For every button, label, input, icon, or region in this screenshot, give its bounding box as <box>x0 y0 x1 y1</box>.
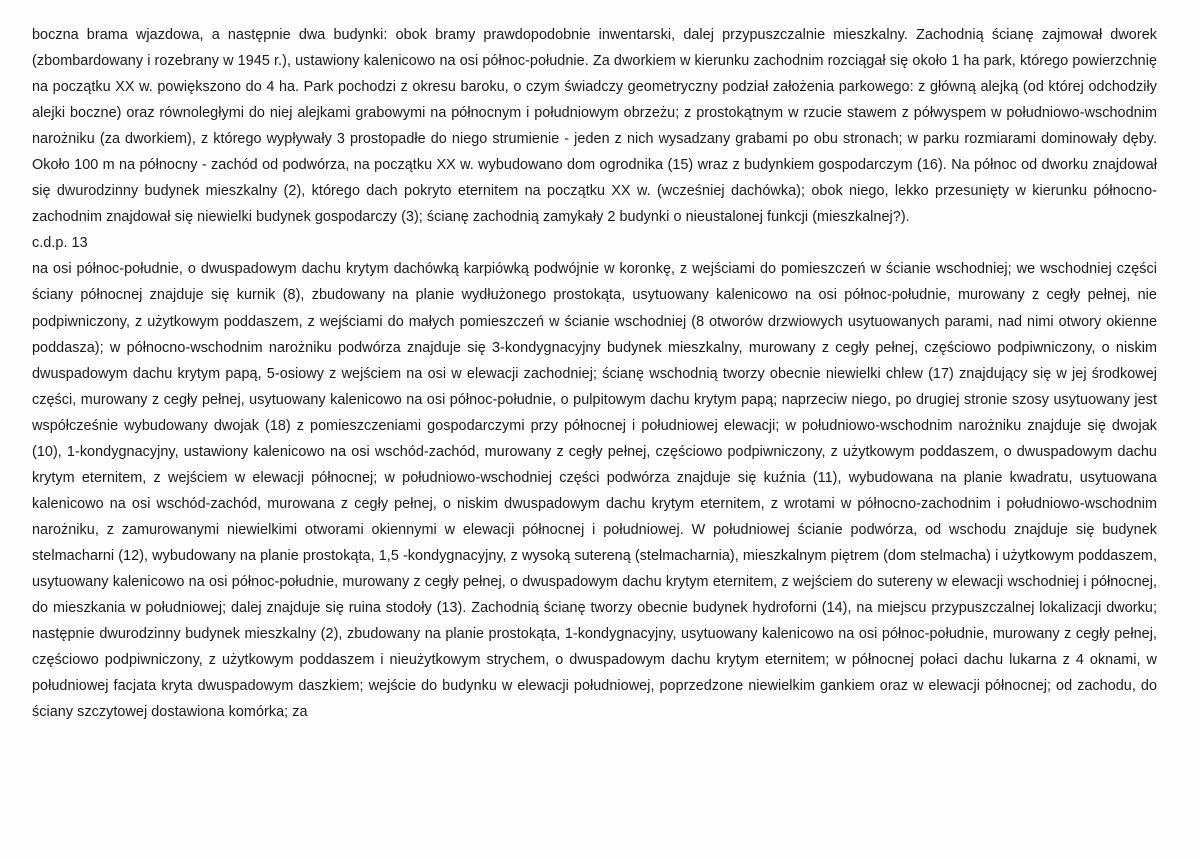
paragraph-2: na osi północ-południe, o dwuspadowym dachu krytym dachówką karpiówką podwójnie w koronkę, z wejściami do pomieszczeń w ścianie wschodniej; we wschodniej części ściany północnej znajduje się kurnik (8), zbudowany na planie wydłużonego prostokąta, usytuowany kalenicowo na osi północ-południe, murowany z cegły pełnej, nie podpiwniczony, z użytkowym poddaszem, z wejściami do małych pomieszczeń w ścianie wschodniej (8 otworów drzwiowych usytuowanych parami, nad nimi otwory okienne poddasza); w północno-wschodnim narożniku podwórza znajduje się 3-kondygnacyjny budynek mieszkalny, murowany z cegły pełnej, częściowo podpiwniczony, o niskim dwuspadowym dachu krytym papą, 5-osiowy z wejściem na osi w elewacji zachodniej; ścianę wschodnią tworzy obecnie niewielki chlew (17) znajdujący się w jej środkowej części, murowany z cegły pełnej, usytuowany kalenicowo na osi północ-południe, o pulpitowym dachu krytym papą; naprzeciw niego, po drugiej stronie szosy usytuowany jest współcześnie wybudowany dwojak (18) z pomieszczeniami gospodarczymi przy północnej i południowej elewacji; w południowo-wschodnim narożniku znajduje się dwojak (10), 1-kondygnacyjny, ustawiony kalenicowo na osi wschód-zachód, murowany z cegły pełnej, częściowo podpiwniczony, z użytkowym poddaszem, o dwuspadowym dachu krytym eternitem, z wejściem w elewacji północnej; w południowo-wschodniej części podwórza znajduje się kuźnia (11), wybudowana na planie kwadratu, usytuowana kalenicowo na osi wschód-zachód, murowana z cegły pełnej, o niskim dwuspadowym dachu krytym eternitem, z wrotami w północno-zachodnim i południowo-wschodnim narożniku, z zamurowanymi niewielkimi otworami okiennymi w elewacji północnej i południowej. W południowej ścianie podwórza, od wschodu znajduje się budynek stelmacharni (12), wybudowany na planie prostokąta, 1,5 -kondygnacyjny, z wysoką sutereną (stelmacharnia), mieszkalnym piętrem (dom stelmacha) i użytkowym poddaszem, usytuowany kalenicowo na osi północ-południe, murowany z cegły pełnej, o dwuspadowym dachu krytym eternitem, z wejściem do sutereny w elewacji wschodniej i północnej, do mieszkania w południowej; dalej znajduje się ruina stodoły (13). Zachodnią ścianę tworzy obecnie budynek hydroforni (14), na miejscu przypuszczalnej lokalizacji dworku; następnie dwurodzinny budynek mieszkalny (2), zbudowany na planie prostokąta, 1-kondygnacyjny, usytuowany kalenicowo na osi północ-południe, murowany z cegły pełnej, częściowo podpiwniczony, z użytkowym poddaszem i nieużytkowym strychem, o dwuspadowym dachu krytym eternitem; w północnej połaci dachu lukarna z 4 oknami, w południowej facjata kryta dwuspadowym daszkiem; wejście do budynku w elewacji południowej, poprzedzone niewielkim gankiem oraz w elewacji północnej; od zachodu, do ściany szczytowej dostawiona komórka; za <box>32 261 1157 721</box>
body-text <box>32 22 1157 725</box>
page-continuation-marker: c.d.p. 13 <box>32 235 88 252</box>
paragraph-1: boczna brama wjazdowa, a następnie dwa budynki: obok bramy prawdopodobnie inwentarski, dalej przypuszczalnie mieszkalny. Zachodnią ścianę zajmował dworek (zbombardowany i rozebrany w 1945 r.), ustawiony kalenicowo na osi północ-południe. Za dworkiem w kierunku zachodnim rozciągał się około 1 ha park, którego powierzchnię na początku XX w. powiększono do 4 ha. Park pochodzi z okresu baroku, o czym świadczy geometryczny podział założenia parkowego: z główną alejką (od której odchodziły alejki boczne) oraz równoległymi do niej alejkami grabowymi na północnym i południowym obrzeżu; z prostokątnym w rzucie stawem z półwyspem w południowo-wschodnim narożniku (za dworkiem), z którego wypływały 3 prostopadłe do niego strumienie - jeden z nich wysadzany grabami po obu stronach; w parku rozmiarami dominowały dęby. Około 100 m na północny - zachód od podwórza, na początku XX w. wybudowano dom ogrodnika (15) wraz z budynkiem gospodarczym (16). Na północ od dworku znajdował się dwurodzinny budynek mieszkalny (2), którego dach pokryto eternitem na początku XX w. (wcześniej dachówka); obok niego, lekko przesunięty w kierunku północno-zachodnim znajdował się niewielki budynek gospodarczy (3); ścianę zachodnią zamykały 2 budynki o nieustalonej funkcji (mieszkalnej?). <box>32 27 1157 226</box>
